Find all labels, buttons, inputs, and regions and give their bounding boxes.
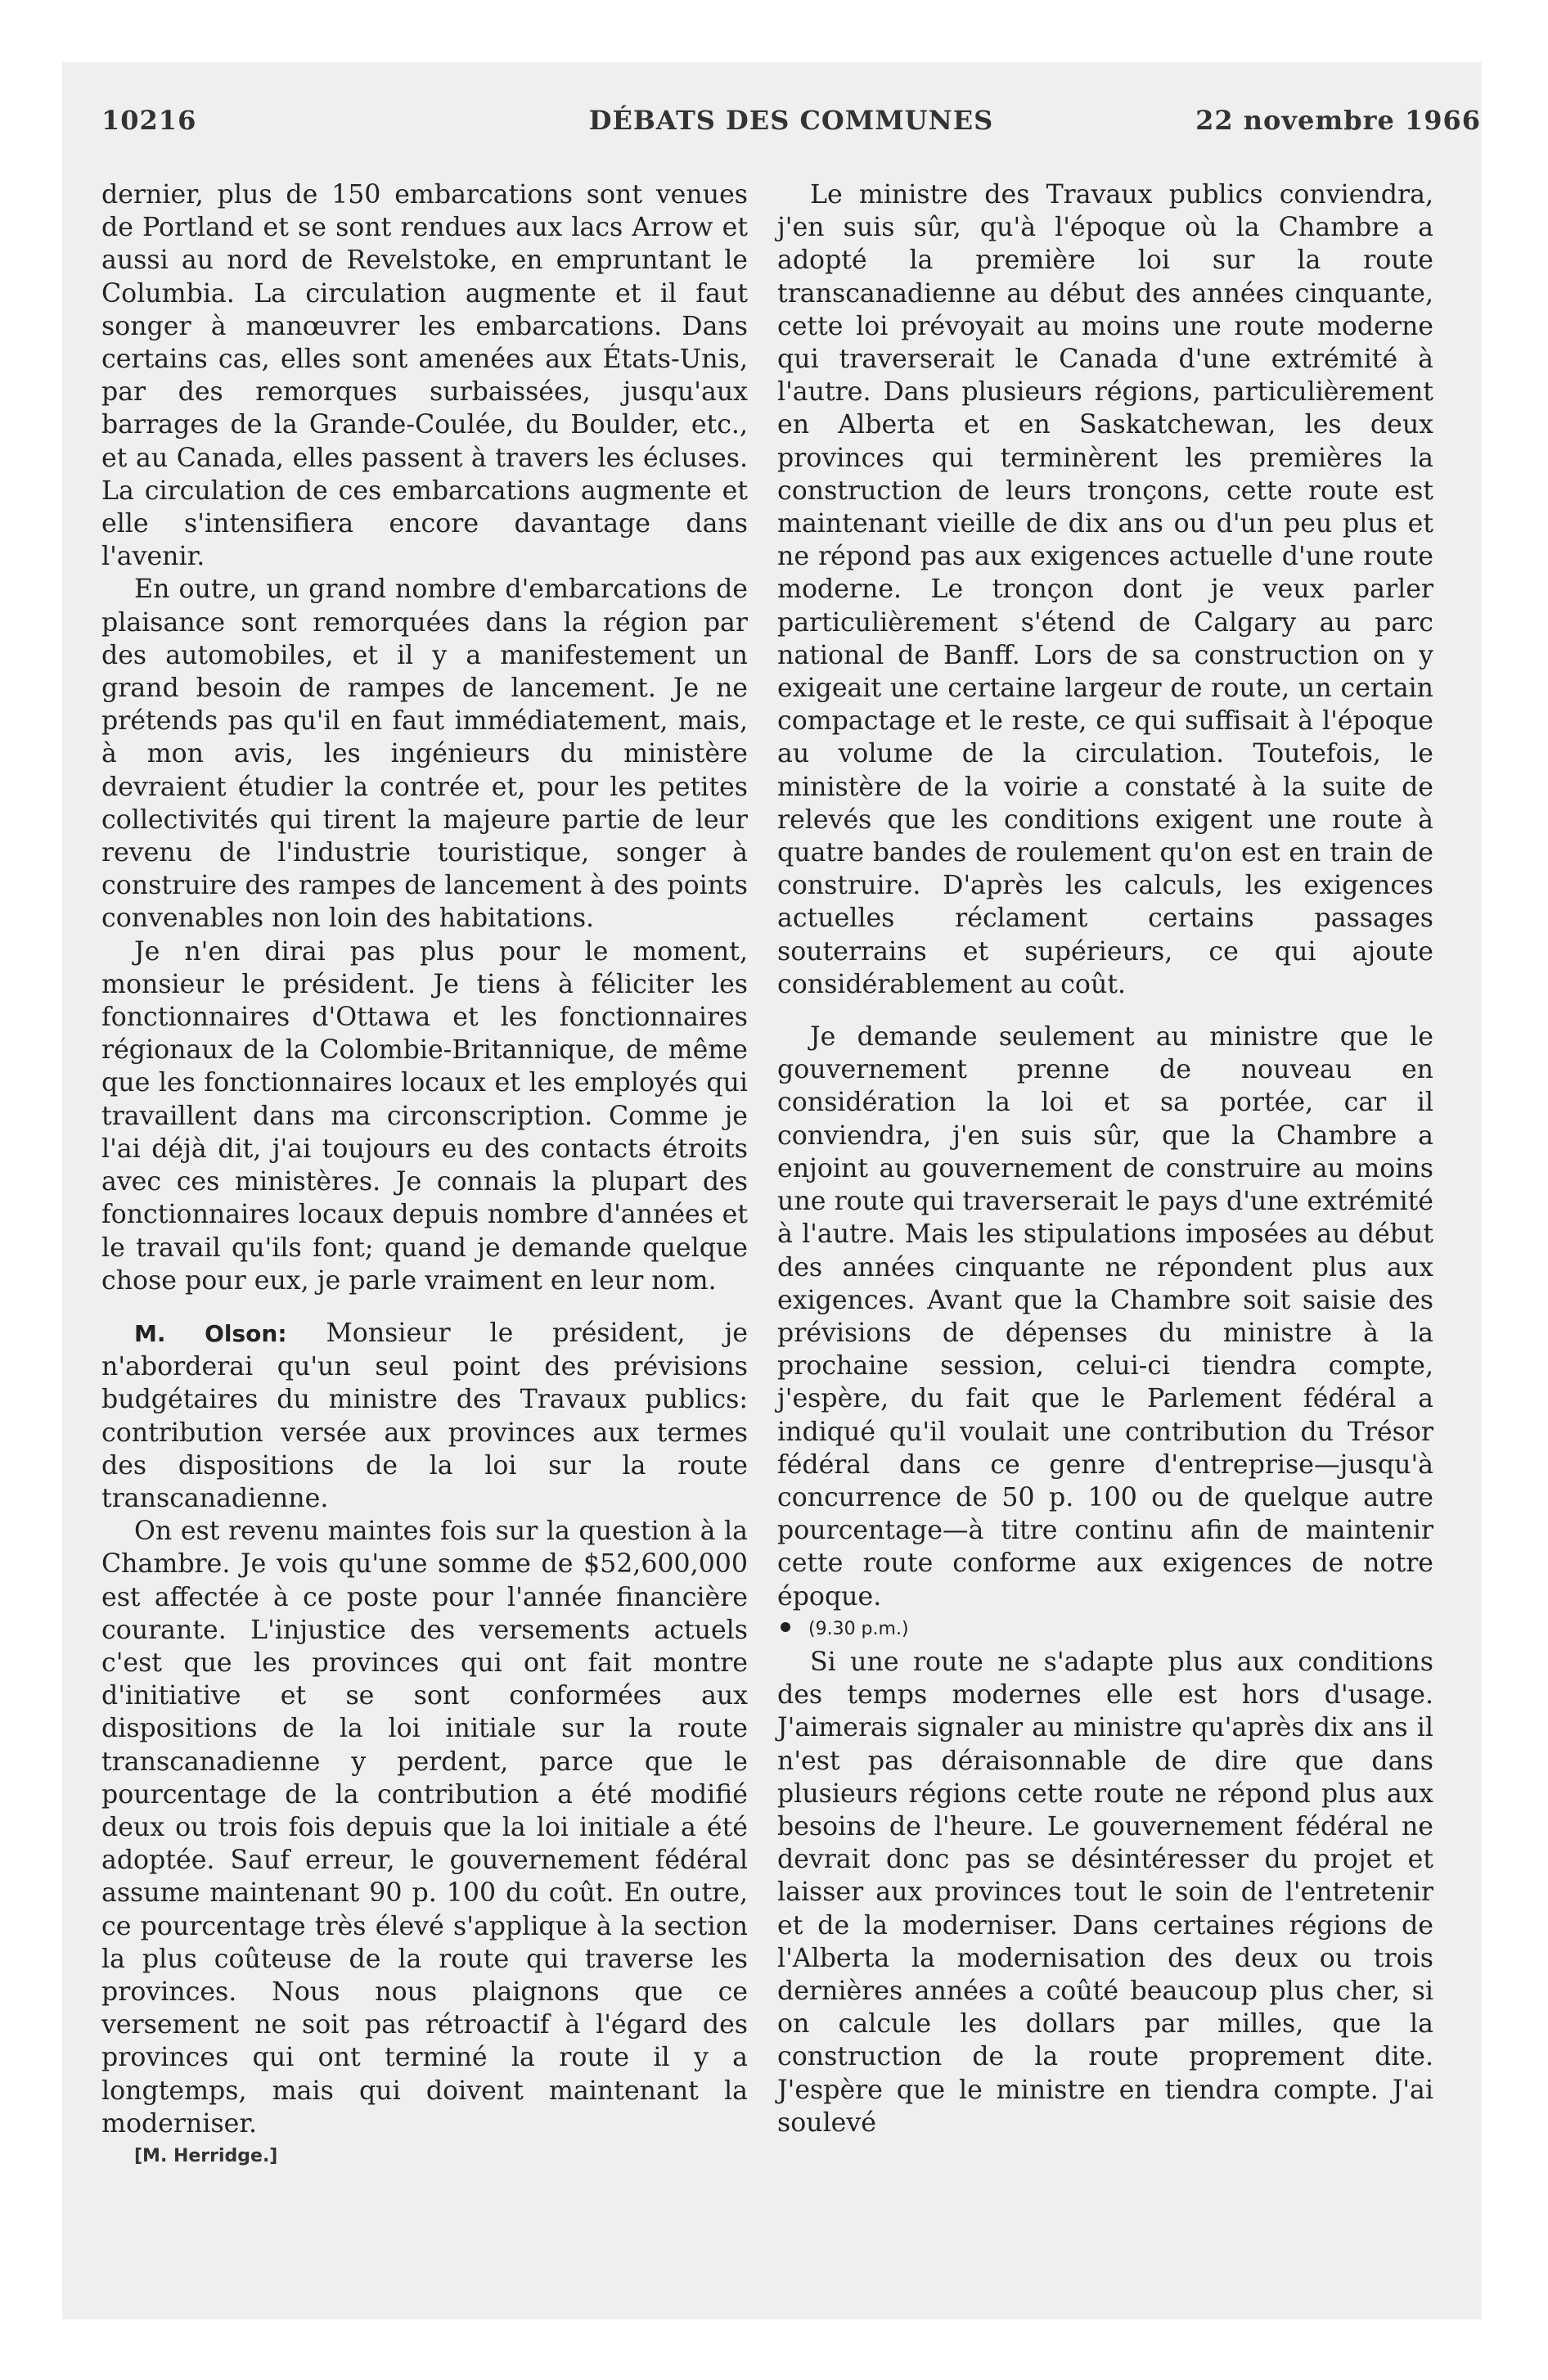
time-marker [777,1613,1433,1646]
speech-paragraph [101,1317,748,1515]
page-title: DÉBATS DES COMMUNES [588,105,994,136]
time-stamp: (9.30 p.m.) [808,1618,909,1639]
paragraph: Le ministre des Travaux publics conviendra, j'en suis sûr, qu'à l'époque où la Chambre a adopté la première loi sur la route transcanadienne au début des années cinquante, cette loi prévoyait au moins une route moderne qui traverserait le Canada d'une extrémité à l'autre. Dans plusieurs régions, particulièrement en Alberta et en Saskatchewan, les deux provinces qui terminèrent les premières la construction de leurs tronçons, cette route est maintenant vieille de dix ans ou d'un peu plus et ne répond pas aux exigences actuelle d'une route moderne. Le tronçon dont je veux parler particulièrement s'étend de Calgary au parc national de Banff. Lors de sa construction on y exigeait une certaine largeur de route, un certain compactage et le reste, ce qui suffisait à l'époque au volume de la circulation. Toutefois, le ministère de la voirie a constaté à la suite de relevés que les conditions exigent une route à quatre bandes de roulement qu'on est en train de construire. D'après les calculs, les exigences actuelles réclament certains passages souterrains et supérieurs, ce qui ajoute considérablement au coût. [777,180,1433,999]
paragraph: On est revenu maintes fois sur la question à la Chambre. Je vois qu'une somme de $52,600,000 est affectée à ce poste pour l'année financière courante. L'injustice des versements actuels c'est que les provinces qui ont fait montre d'initiative et se sont conformées aux dispositions de la loi initiale sur la route transcanadienne y perdent, parce que le pourcentage de la contribution a été modifié deux ou trois fois depuis que la loi initiale a été adoptée. Sauf erreur, le gouvernement fédéral assume maintenant 90 p. 100 du coût. En outre, ce pourcentage très élevé s'applique à la section la plus coûteuse de la route qui traverse les provinces. Nous nous plaignons que ce versement ne soit pas rétroactif à l'égard des provinces qui ont terminé la route il y a longtemps, mais qui doivent maintenant la moderniser. [101,1517,748,2139]
page-date: 22 novembre 1966 [1195,105,1481,136]
paragraph: Si une route ne s'adapte plus aux conditions des temps modernes elle est hors d'usage. J'aimerais signaler au ministre qu'après dix ans il n'est pas déraisonnable de dire que dans plusieurs régions cette route ne répond plus aux besoins de l'heure. Le gouvernement fédéral ne devrait donc pas se désintéresser du projet et laisser aux provinces tout le soin de l'entretenir et de la moderniser. Dans certaines régions de l'Alberta la modernisation des deux ou trois dernières années a coûté beaucoup plus cher, si on calcule les dollars par milles, que la construction de la route proprement dite. J'espère que le ministre en tiendra compte. J'ai soulevé [777,1647,1433,2138]
page-number: 10216 [101,105,197,136]
page-header [101,105,1481,154]
left-column [101,178,748,2173]
right-column [777,178,1433,2139]
paragraph: Je n'en dirai pas plus pour le moment, monsieur le président. Je tiens à féliciter les fonctionnaires d'Ottawa et les fonctionnaires régionaux de la Colombie-Britannique, de même que les fonctionnaires locaux et les employés qui travaillent dans ma circonscription. Comme je l'ai déjà dit, j'ai toujours eu des contacts étroits avec ces ministères. Je connais la plupart des fonctionnaires locaux depuis nombre d'années et le travail qu'ils font; quand je demande quelque chose pour eux, je parle vraiment en leur nom. [101,936,748,1296]
bullet-icon [781,1622,790,1632]
speaker-name: M. Olson: [134,1319,287,1347]
paragraph: En outre, un grand nombre d'embarcations de plaisance sont remorquées dans la région par des automobiles, et il y a manifestement un grand besoin de rampes de lancement. Je ne prétends pas qu'il en faut immédiatement, mais, à mon avis, les ingénieurs du ministère devraient étudier la contrée et, pour les petites collectivités qui tirent la majeure partie de leur revenu de l'industrie touristique, songer à construire des rampes de lancement à des points convenables non loin des habitations. [101,575,748,934]
paragraph: Je demande seulement au ministre que le gouvernement prenne de nouveau en considération la loi et sa portée, car il conviendra, j'en suis sûr, que la Chambre a enjoint au gouvernement de construire au moins une route qui traverserait le pays d'une extrémité à l'autre. Mais les stipulations imposées au début des années cinquante ne répondent plus aux exigences. Avant que la Chambre soit saisie des prévisions de dépenses du ministre à la prochaine session, celui-ci tiendra compte, j'espère, du fait que le Parlement fédéral a indiqué qu'il voulait une contribution du Trésor fédéral dans ce genre d'entreprise—jusqu'à concurrence de 50 p. 100 ou de quelque autre pourcentage—à titre continu afin de maintenir cette route conforme aux exigences de notre époque. [777,1022,1433,1611]
paragraph: dernier, plus de 150 embarcations sont venues de Portland et se sont rendues aux lacs Arrow et aussi au nord de Revelstoke, en empruntant le Columbia. La circulation augmente et il faut songer à manœuvrer les embarcations. Dans certains cas, elles sont amenées aux États-Unis, par des remorques surbaissées, jusqu'aux barrages de la Grande-Coulée, du Boulder, etc., et au Canada, elles passent à travers les écluses. La circulation de ces embarcations augmente et elle s'intensifiera encore davantage dans l'avenir. [101,180,748,572]
speech-text: Monsieur le président, je n'aborderai qu'un seul point des prévisions budgétaires du ministre des Travaux publics: contribution versée aux provinces aux termes des dispositions de la loi sur la route transcanadienne. [101,1318,748,1513]
speaker-footer-note: [M. Herridge.] [134,2145,278,2166]
